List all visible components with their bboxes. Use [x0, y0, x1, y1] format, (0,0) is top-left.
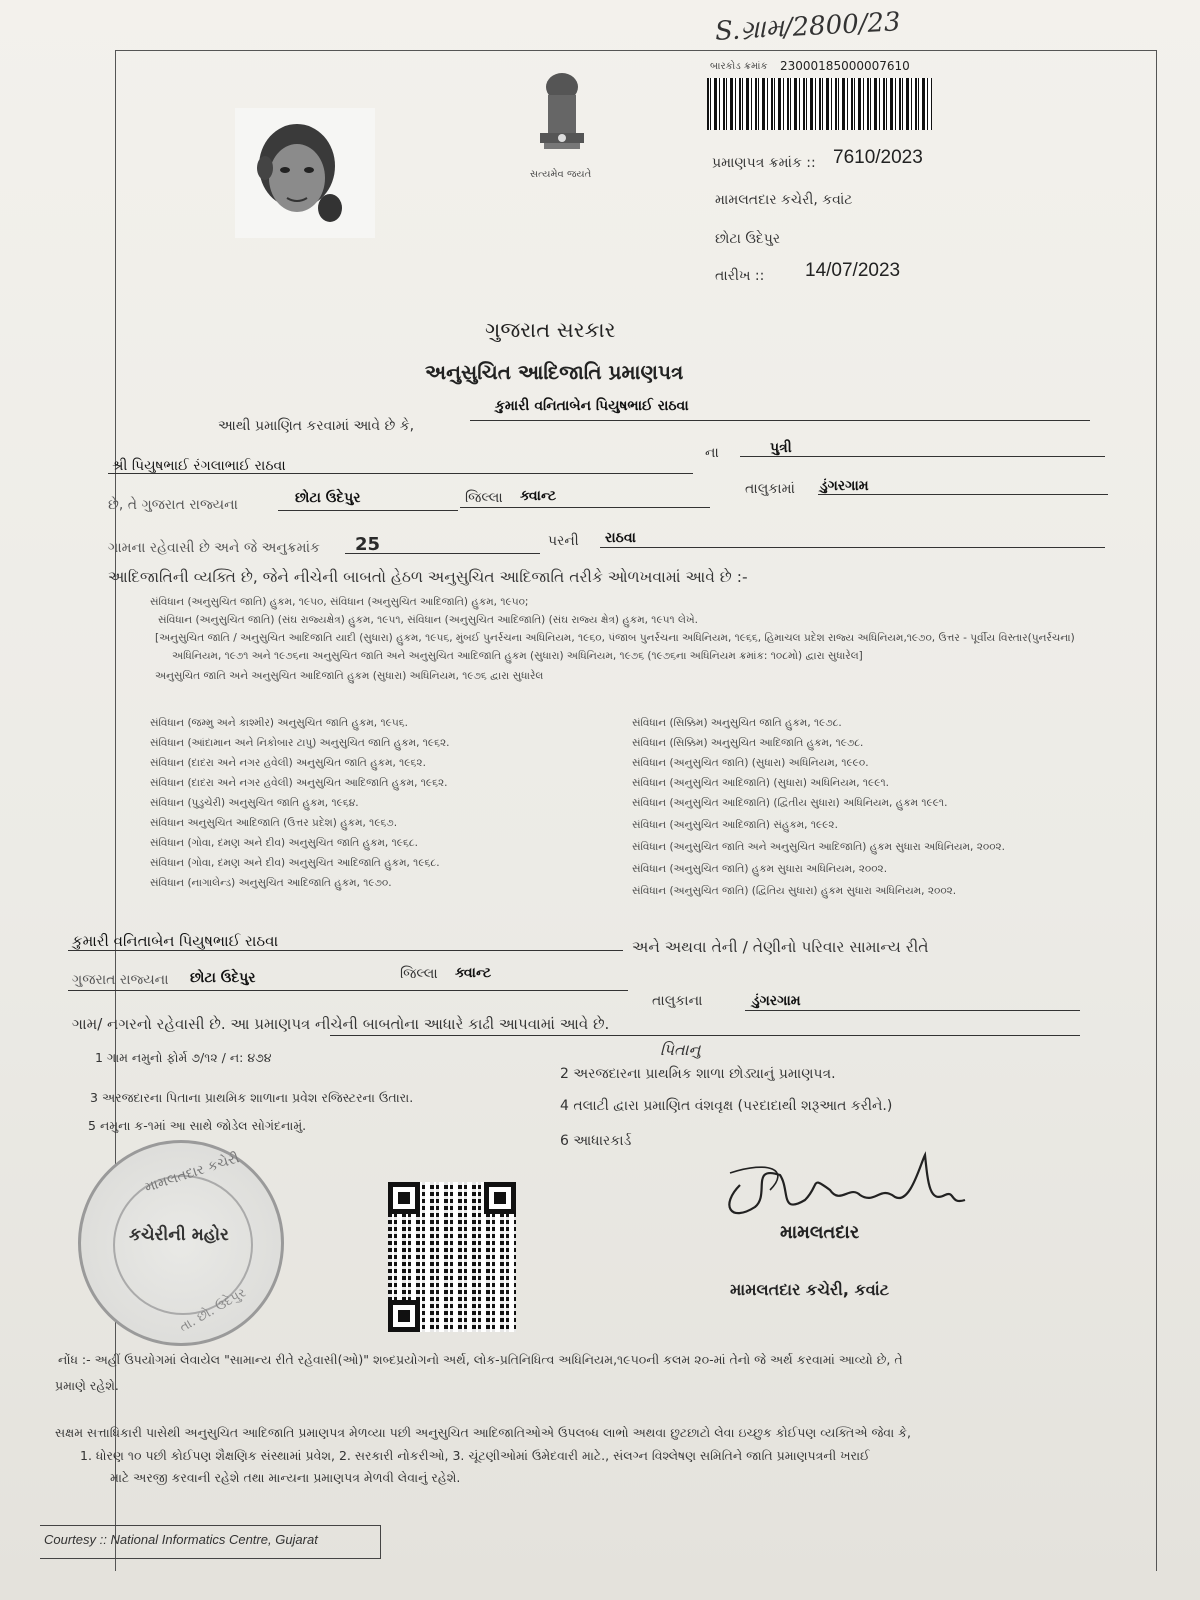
document-item: 1 ગામ નમુનો ફોર્મ ૭/૧૨ / ન: ૪૭૪: [95, 1050, 272, 1065]
signatory-designation: મામલતદાર: [780, 1222, 860, 1243]
note-line: પ્રમાણે રહેશે.: [55, 1378, 119, 1393]
resident-label: ગામના રહેવાસી છે અને જે અનુક્રમાંક: [108, 540, 320, 556]
order-line: [અનુસુચિત જાતિ / અનુસુચિત આદિજાતિ યાદી (સુધારા) હુકમ, ૧૯૫૬, મુંબઈ પુનર્રચના અધિનિયમ, ૧૯૬૦, પંજાબ પુનર્રચના અધિનિયમ, ૧૯૬૬, હિમાચલ પ્રદેશ રાજ્ય અધિનિયમ,૧૯૭૦, ઉત્તર - પૂર્વીય વિસ્તાર(પુનર્રચના): [155, 632, 1075, 644]
taluka-label-2: તાલુકાના: [652, 993, 703, 1009]
order-right-item: સંવિધાન (અનુસુચિત જાતિ) (સુધારા) અધિનિયમ, ૧૯૯૦.: [632, 757, 869, 769]
village-value-2: ડુંગરગામ: [752, 993, 801, 1009]
serial-number: 25: [355, 534, 381, 555]
order-left-item: સંવિધાન (ગોવા, દમણ અને દીવ) અનુસુચિત જાતિ હુકમ, ૧૯૬૮.: [150, 837, 418, 849]
applicant-name: કુમારી વનિતાબેન પિયુષભાઈ રાઠવા: [495, 398, 689, 414]
order-left-item: સંવિધાન (જમ્મુ અને કાશ્મીર) અનુસુચિત જાતિ હુકમ, ૧૯૫૬.: [150, 717, 408, 729]
barcode-image: [707, 78, 932, 130]
date-label: તારીખ ::: [715, 268, 765, 284]
tribe-sentence: આદિજાતિની વ્યક્તિ છે, જેને નીચેની બાબતો હેઠળ અનુસુચિત આદિજાતિ તરીકે ઓળખવામાં આવે છે :-: [108, 568, 748, 586]
order-right-item: સંવિધાન (સિક્કિમ) અનુસુચિત આદિજાતિ હુકમ, ૧૯૭૮.: [632, 737, 864, 749]
qr-code: [388, 1182, 516, 1332]
order-left-item: સંવિધાન (દાદરા અને નગર હવેલી) અનુસુચિત આદિજાતિ હુકમ, ૧૯૬૨.: [150, 777, 448, 789]
seal-ring-text: મામલતદાર કચેરી: [142, 1150, 242, 1196]
order-left-item: સંવિધાન (ગોવા, દમણ અને દીવ) અનુસુચિત આદિજાતિ હુકમ, ૧૯૬૮.: [150, 857, 440, 869]
taluka-label: તાલુકામાં: [745, 481, 795, 497]
certificate-title: અનુસુચિત આદિજાતિ પ્રમાણપત્ર: [425, 360, 684, 384]
state-label: છે, તે ગુજરાત રાજ્યના: [108, 497, 238, 513]
tribe-value: રાઠવા: [605, 530, 636, 546]
order-right-item: સંવિધાન (અનુસુચિત આદિજાતિ) સંહુકમ, ૧૯૯૨.: [632, 819, 838, 831]
taluka-value-2: ક્વાન્ટ: [455, 965, 492, 981]
order-line: સંવિધાન (અનુસુચિત જાતિ) (સંઘ રાજ્યક્ષેત્ર) હુકમ, ૧૯૫૧, સંવિધાન (અનુસુચિત આદિજાતિ) (સંઘ રાજ્ય ક્ષેત્ર) હુકમ, ૧૯૫૧ લેખે.: [158, 614, 698, 626]
applicant-photo: [235, 108, 375, 238]
taluka-value: ક્વાન્ટ: [520, 488, 557, 504]
emblem-motto: સત્યમેવ જયતે: [530, 169, 592, 180]
certify-label: આથી પ્રમાણિત કરવામાં આવે છે કે,: [218, 418, 415, 434]
family-label: અને અથવા તેની / તેણીનો પરિવાર સામાન્ય રીતે: [632, 938, 929, 956]
order-line: અનુસુચિત જાતિ અને અનુસુચિત આદિજાતિ હુકમ (સુધારા) અધિનિયમ, ૧૯૭૬ દ્વારા સુધારેલ: [155, 670, 544, 682]
footer-courtesy: Courtesy :: National Informatics Centre, Gujarat: [44, 1532, 318, 1547]
seal-bottom-text: તા. છો. ઉદેપુર: [177, 1285, 249, 1336]
issuing-district: છોટા ઉદેપુર: [715, 231, 781, 247]
order-right-item: સંવિધાન (અનુસુચિત જાતિ) હુકમ સુધારા અધિનિયમ, ૨૦૦૨.: [632, 863, 888, 875]
seal-center-text: કચેરીની મહોર: [129, 1225, 229, 1245]
district-label-2: જિલ્લા: [400, 966, 438, 982]
note-line: 1. ધોરણ ૧૦ પછી કોઈપણ શૈક્ષણિક સંસ્થામાં પ્રવેશ, 2. સરકારી નોકરીઓ, 3. ચૂંટણીઓમાં ઉમેદવારી માટે., સંલગ્ન વિશ્લેષણ સમિતિને જાતિ પ્રમાણપત્રની ખરાઈ: [80, 1448, 870, 1463]
relation: પુત્રી: [770, 440, 792, 456]
document-item: 6 આધારકાર્ડ: [560, 1133, 632, 1149]
document-annotation: પિતાનુ: [660, 1040, 701, 1059]
national-emblem-icon: [522, 65, 602, 165]
certificate-number-label: પ્રમાણપત્ર ક્રમાંક ::: [712, 155, 816, 171]
certificate-number: 7610/2023: [833, 147, 923, 168]
order-right-item: સંવિધાન (અનુસુચિત જાતિ) (દ્વિતિય સુધારા) હુકમ સુધારા અધિનિયમ, ૨૦૦૨.: [632, 885, 957, 897]
handwritten-reference: S.ગ્રામ/2800/23: [714, 7, 902, 47]
on-label: પરની: [548, 533, 579, 549]
order-right-item: સંવિધાન (અનુસુચિત આદિજાતિ) (સુધારા) અધિનિયમ, ૧૯૯૧.: [632, 777, 889, 789]
order-left-item: સંવિધાન (નાગાલેન્ડ) અનુસુચિત આદિજાતિ હુકમ, ૧૯૭૦.: [150, 877, 392, 889]
order-right-item: સંવિધાન (અનુસુચિત જાતિ અને અનુસુચિત આદિજાતિ) હુકમ સુધારા અધિનિયમ, ૨૦૦૨.: [632, 841, 1006, 853]
district-label: જિલ્લા: [465, 490, 503, 506]
issue-date: 14/07/2023: [805, 260, 901, 281]
district-value: છોટા ઉદેપુર: [295, 490, 361, 506]
order-line: અધિનિયમ, ૧૯૭૧ અને ૧૯૭૬ના અનુસુચિત જાતિ અને અનુસુચિત આદિજાતિ હુકમ (સુધારા) અધિનિયમ, ૧૯૭૬ (૧૯૭૬ના અધિનિયમ ક્રમાંક: ૧૦૮મો) દ્વારા સુધારેલ]: [172, 650, 863, 662]
applicant-name-2: કુમારી વનિતાબેન પિયુષભાઈ રાઠવા: [72, 932, 279, 950]
document-item: 5 નમુના ક-૧માં આ સાથે જોડેલ સોગંદનામું.: [88, 1118, 307, 1133]
barcode-label: બારકોડ ક્રમાંક: [710, 61, 768, 72]
signatory-office: મામલતદાર કચેરી, કવાંટ: [730, 1280, 890, 1299]
order-right-item: સંવિધાન (અનુસુચિત આદિજાતિ) (દ્વિતીય સુધારા) અધિનિયમ, હુકમ ૧૯૯૧.: [632, 797, 948, 809]
order-left-item: સંવિધાન (દાદરા અને નગર હવેલી) અનુસુચિત જાતિ હુકમ, ૧૯૬૨.: [150, 757, 426, 769]
document-item: 2 અરજદારના પ્રાથમિક શાળા છોડ્યાનું પ્રમાણપત્ર.: [560, 1066, 836, 1082]
village-value: ડુંગરગામ: [820, 478, 869, 494]
basis-sentence: ગામ/ નગરનો રહેવાસી છે. આ પ્રમાણપત્ર નીચેની બાબતોના આધારે કાઢી આપવામાં આવે છે.: [72, 1015, 610, 1033]
district-value-2: છોટા ઉદેપુર: [190, 970, 256, 986]
order-right-item: સંવિધાન (સિક્કિમ) અનુસુચિત જાતિ હુકમ, ૧૯૭૮.: [632, 717, 842, 729]
order-left-item: સંવિધાન (પુડુચેરી) અનુસુચિત જાતિ હુકમ, ૧૯૬૪.: [150, 797, 359, 809]
document-item: 4 તલાટી દ્વારા પ્રમાણિત વંશવૃક્ષ (પરદાદાથી શરૂઆત કરીને.): [560, 1098, 893, 1114]
note-line: સક્ષમ સત્તાધિકારી પાસેથી અનુસુચિત આદિજાતિ પ્રમાણપત્ર મેળવ્યા પછી અનુસુચિત આદિજાતિઓએ ઉપલબ્ધ લાભો અથવા છુટછાટો લેવા ઇચ્છુક કોઈપણ વ્યક્તિએ જેવા કે,: [55, 1425, 911, 1440]
certificate-border: [115, 50, 1157, 1571]
order-left-item: સંવિધાન (આંદામાન અને નિકોબાર ટાપુ) અનુસુચિત જાતિ હુકમ, ૧૯૬૨.: [150, 737, 450, 749]
signature-scribble: [710, 1145, 980, 1225]
father-name: શ્રી પિયુષભાઈ રંગલાભાઈ રાઠવા: [112, 458, 286, 474]
barcode-number: 23000185000007610: [780, 59, 910, 73]
note-line: નોંધ :- અહીં ઉપયોગમાં લેવાયેલ "સામાન્ય રીતે રહેવાસી(ઓ)" શબ્દપ્રયોગનો અર્થ, લોક-પ્રતિનિધિત્વ અધિનિયમ,૧૯૫૦ની કલમ ૨૦-માં તેનો જે અર્થ કરવામાં આવ્યો છે, તે: [58, 1352, 903, 1367]
note-line: માટે અરજી કરવાની રહેશે તથા માન્યના પ્રમાણપત્ર મેળવી લેવાનું રહેશે.: [110, 1470, 461, 1485]
order-left-item: સંવિધાન અનુસુચિત આદિજાતિ (ઉત્તર પ્રદેશ) હુકમ, ૧૯૬૭.: [150, 817, 398, 829]
of-label: ના: [705, 445, 719, 461]
order-line: સંવિધાન (અનુસુચિત જાતિ) હુકમ, ૧૯૫૦, સંવિધાન (અનુસુચિત આદિજાતિ) હુકમ, ૧૯૫૦;: [150, 596, 529, 608]
state-label-2: ગુજરાત રાજ્યના: [72, 972, 169, 988]
government-title: ગુજરાત સરકાર: [485, 318, 616, 342]
issuing-office: મામલતદાર કચેરી, કવાંટ: [715, 192, 853, 208]
document-item: 3 અરજદારના પિતાના પ્રાથમિક શાળાના પ્રવેશ રજિસ્ટરના ઉતારા.: [90, 1090, 414, 1105]
office-seal: [78, 1140, 284, 1346]
